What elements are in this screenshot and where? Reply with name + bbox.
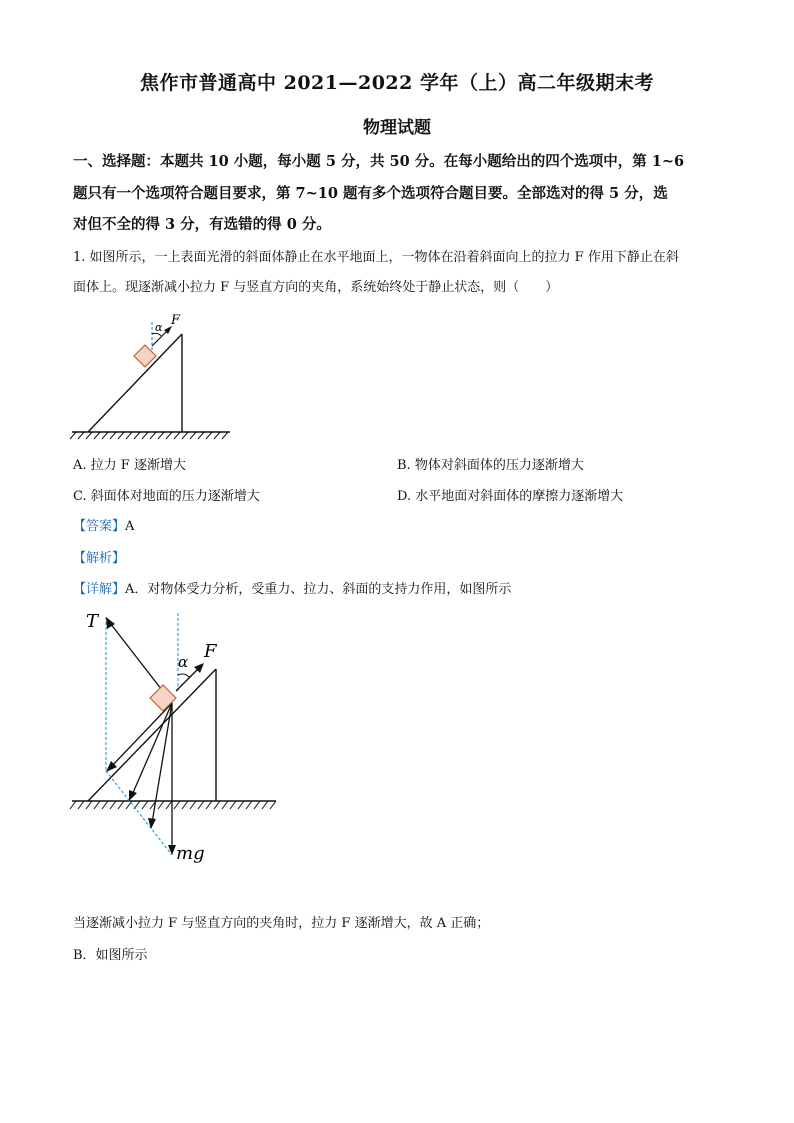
figure1-f-label: F <box>171 313 181 328</box>
detail-line <box>73 578 511 597</box>
figure-incline <box>66 308 236 443</box>
figure2-mg-label: mg <box>176 843 205 864</box>
figure2-alpha-label: α <box>178 653 189 671</box>
question-stem-line-1: 1. 如图所示，一上表面光滑的斜面体静止在水平地面上，一物体在沿着斜面向上的拉力 F 作用下静止在斜 <box>73 250 679 265</box>
detail-label: 【详解】 <box>73 582 126 597</box>
option-b[interactable]: B. 物体对斜面体的压力逐渐增大 <box>397 458 584 473</box>
page-title: 焦作市普通高中 2021—2022 学年（上）高二年级期末考 <box>140 72 654 94</box>
conclusion-text: 当逐渐减小拉力 F 与竖直方向的夹角时，拉力 F 逐渐增大，故 A 正确； <box>73 916 490 931</box>
section-instructions-line-1: 一、选择题：本题共 10 小题，每小题 5 分，共 50 分。在每小题给出的四个选项中，第 1~6 <box>73 153 685 170</box>
answer-value: A <box>125 519 135 534</box>
section-instructions-line-3: 对但不全的得 3 分，有选错的得 0 分。 <box>73 216 331 233</box>
page-subtitle: 物理试题 <box>363 118 431 138</box>
figure2-t-label: T <box>86 611 99 632</box>
answer-label: 【答案】 <box>73 519 126 534</box>
answer-line <box>73 515 134 534</box>
detail-text: A．对物体受力分析，受重力、拉力、斜面的支持力作用，如图所示 <box>125 582 512 597</box>
option-c[interactable]: C. 斜面体对地面的压力逐渐增大 <box>73 489 260 504</box>
analysis-label: 【解析】 <box>73 551 126 566</box>
figure1-alpha-label: α <box>155 321 163 334</box>
section-instructions-line-2: 题只有一个选项符合题目要求，第 7~10 题有多个选项符合题目要。全部选对的得 5 分，选 <box>73 185 668 202</box>
option-a[interactable]: A. 拉力 F 逐渐增大 <box>73 458 186 473</box>
option-b-explanation-intro: B．如图所示 <box>73 948 148 963</box>
option-d[interactable]: D. 水平地面对斜面体的摩擦力逐渐增大 <box>397 489 624 504</box>
figure-force-diagram <box>66 605 286 870</box>
figure2-f-label: F <box>204 641 217 662</box>
question-stem-line-2: 面体上。现逐渐减小拉力 F 与竖直方向的夹角，系统始终处于静止状态，则（ ） <box>73 280 559 295</box>
